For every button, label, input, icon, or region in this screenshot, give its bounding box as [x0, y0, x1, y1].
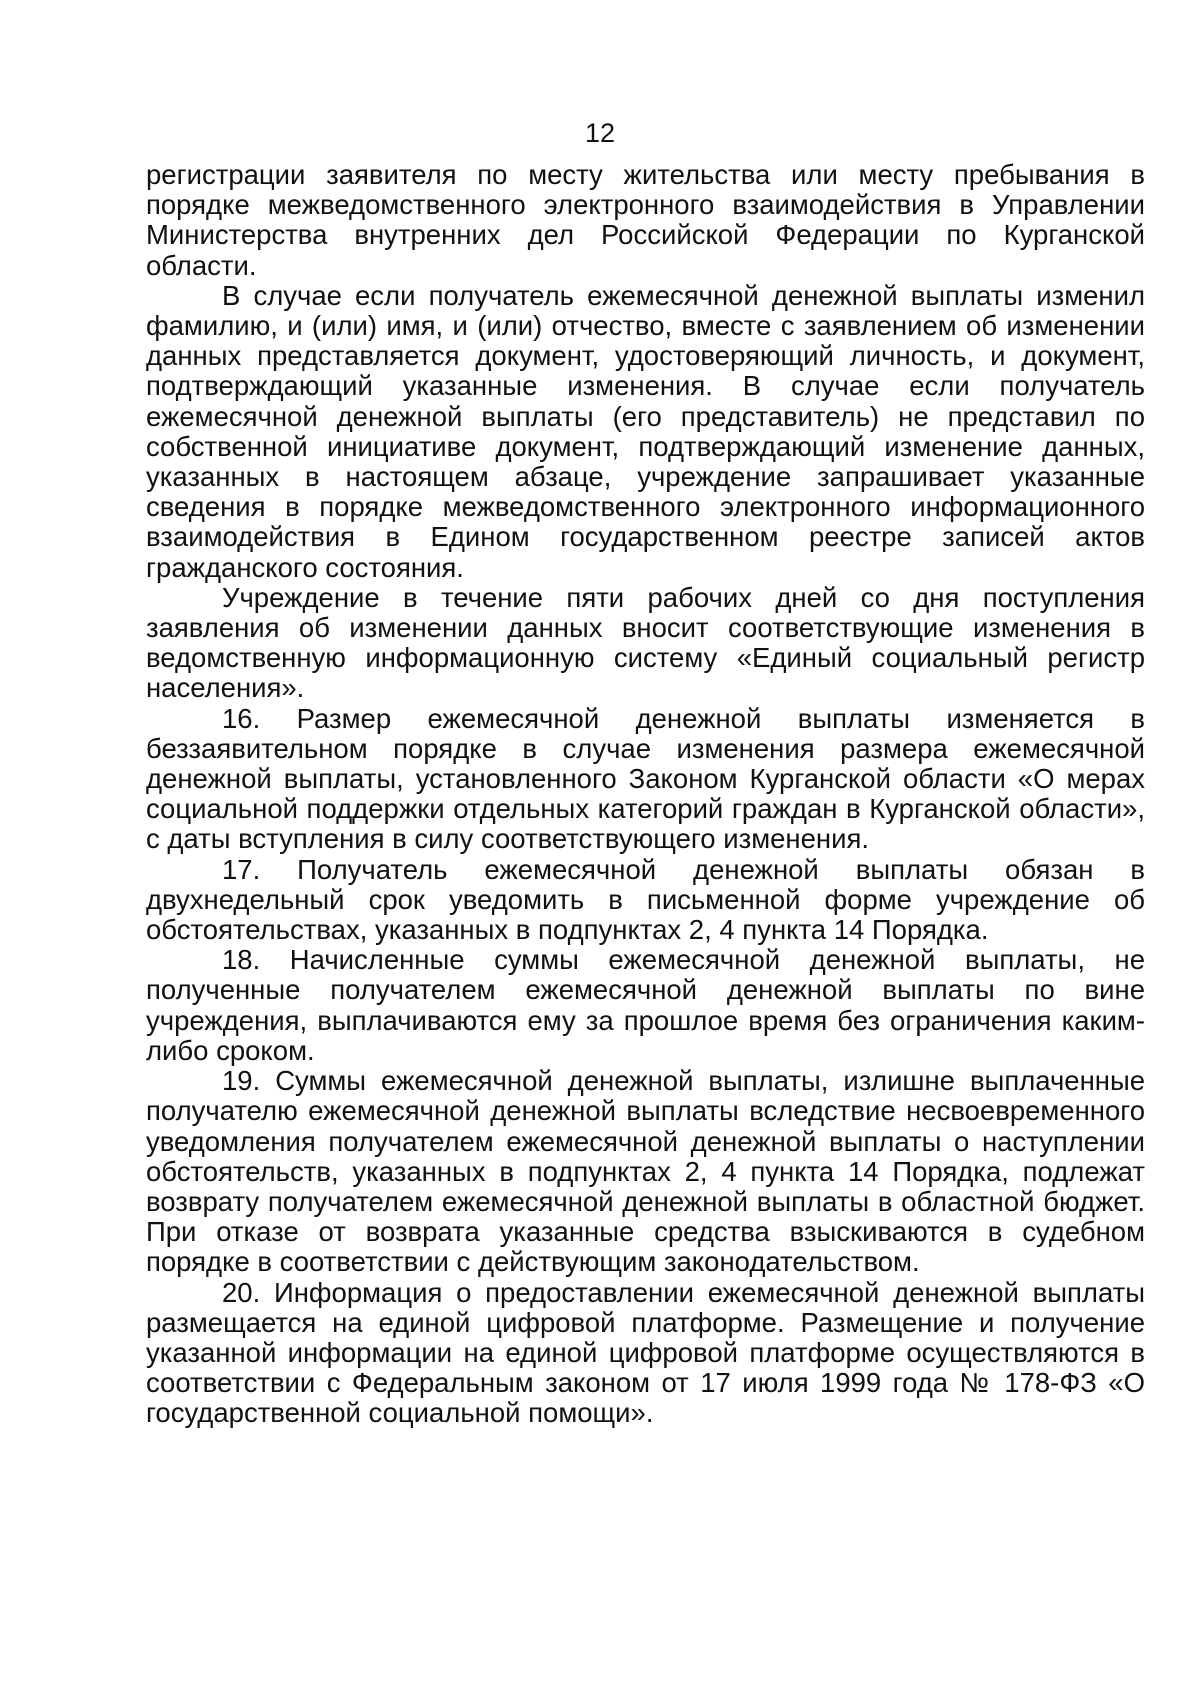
paragraph-register-update: Учреждение в течение пяти рабочих дней со дня поступления заявления об изменении данных вносит соответствующие изменения в ведомственную информационную систему «Единый социальный регистр населения». [146, 581, 1145, 704]
paragraph-item-19: 19. Суммы ежемесячной денежной выплаты, излишне выплаченные получателю ежемесячной денежной выплаты вследствие несвоевременного уведомления получателем ежемесячной денежной выплаты о наступлении обстоятельств, указанных в подпунктах 2, 4 пункта 14 Порядка, подлежат возврату получателем ежемесячной денежной выплаты в областной бюджет. При отказе от возврата указанные средства взыскиваются в судебном порядке в соответствии с действующим законодательством. [146, 1065, 1145, 1278]
paragraph-registration-continuation: регистрации заявителя по месту жительства или месту пребывания в порядке межведомственного электронного взаимодействия в Управлении Министерства внутренних дел Российской Федерации по Курганской области. [146, 159, 1145, 281]
page-number: 12 [584, 118, 616, 148]
paragraph-item-17: 17. Получатель ежемесячной денежной выплаты обязан в двухнедельный срок уведомить в письменной форме учреждение об обстоятельствах, указанных в подпунктах 2, 4 пункта 14 Порядка. [146, 853, 1145, 946]
paragraph-item-20: 20. Информация о предоставлении ежемесячной денежной выплаты размещается на единой цифровой платформе. Размещение и получение указанной информации на единой цифровой платформе осуществляются в соответствии с Федеральным законом от 17 июля 1999 года № 178-ФЗ «О государственной социальной помощи». [146, 1276, 1145, 1429]
document-body [146, 160, 1145, 1429]
paragraph-item-16: 16. Размер ежемесячной денежной выплаты изменяется в беззаявительном порядке в случае изменения размера ежемесячной денежной выплаты, установленного Законом Курганской области «О мерах социальной поддержки отдельных категорий граждан в Курганской области», с даты вступления в силу соответствующего изменения. [146, 702, 1145, 855]
paragraph-name-change: В случае если получатель ежемесячной денежной выплаты изменил фамилию, и (или) имя, и (или) отчество, вместе с заявлением об изменении данных представляется документ, удостоверяющий личность, и документ, подтверждающий указанные изменения. В случае если получатель ежемесячной денежной выплаты (его представитель) не представил по собственной инициативе документ, подтверждающий изменение данных, указанных в настоящем абзаце, учреждение запрашивает указанные сведения в порядке межведомственного электронного информационного взаимодействия в Едином государственном реестре записей актов гражданского состояния. [146, 279, 1145, 583]
paragraph-item-18: 18. Начисленные суммы ежемесячной денежной выплаты, не полученные получателем ежемесячной денежной выплаты по вине учреждения, выплачиваются ему за прошлое время без ограничения каким-либо сроком. [146, 944, 1145, 1066]
